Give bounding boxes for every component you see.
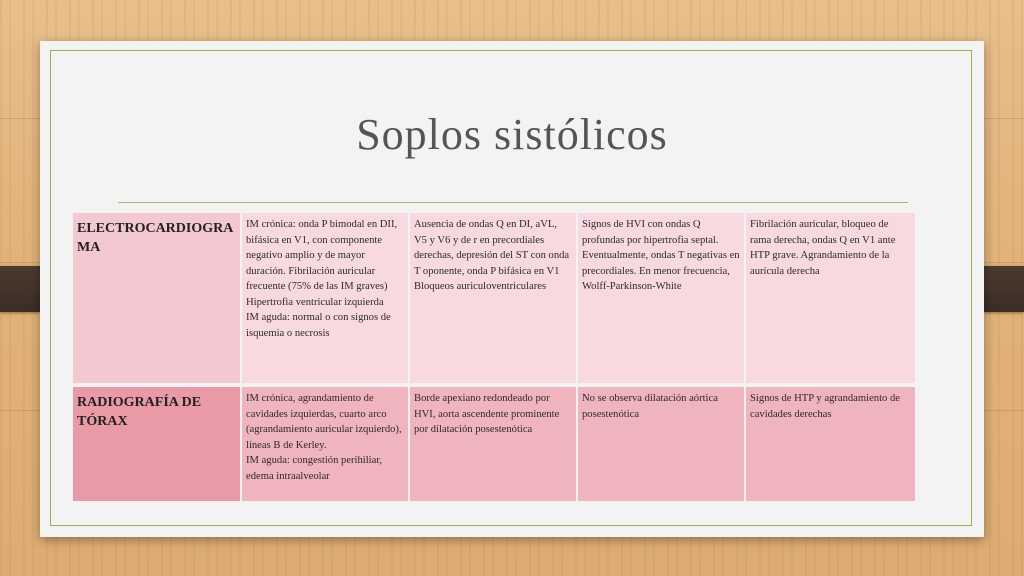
table-cell (241, 387, 409, 501)
cell-text: Fibrilación auricular, bloqueo de rama derecha, ondas Q en V1 ante HTP grave. Agrandamiento de la aurícula derecha (750, 219, 896, 277)
cell-text: Borde apexiano redondeado por HVI, aorta ascendente prominente por dilatación posestenótica (414, 393, 560, 435)
slide (40, 41, 984, 537)
right-binder-clip (984, 266, 1024, 312)
slide-title: Soplos sistólicos (356, 110, 668, 159)
table-cell (577, 213, 745, 383)
cell-text: No se observa dilatación aórtica posestenótica (582, 393, 718, 420)
table-cell (745, 213, 915, 383)
row-header-ecg (73, 213, 241, 383)
left-binder-clip (0, 266, 40, 312)
table-cell (409, 213, 577, 383)
title-divider (118, 202, 908, 203)
comparison-table (73, 213, 915, 501)
table-row (73, 387, 915, 501)
row-header-label: RADIOGRAFÍA DE TÓRAX (77, 395, 202, 429)
cell-text: Signos de HVI con ondas Q profundas por hipertrofia septal. Eventualmente, ondas T negativas en precordiales. En menor frecuencia, Wolff-Parkinson-White (582, 219, 740, 292)
table-cell (409, 387, 577, 501)
cell-text: IM crónica: onda P bimodal en DII, bifásica en V1, con componente negativo amplio y de mayor duración. Fibrilación auricular frecuente (75% de las IM graves) Hipertrofia ventricular izquierda IM aguda: normal o con signos de isquemia o necrosis (246, 219, 398, 339)
table-row (73, 213, 915, 383)
cell-text: IM crónica, agrandamiento de cavidades izquierdas, cuarto arco (agrandamiento auricular izquierdo), líneas B de Kerley. IM aguda: congestión perihiliar, edema intraalveolar (246, 393, 402, 482)
cell-text: Ausencia de ondas Q en DI, aVL, V5 y V6 y de r en precordiales derechas, depresión del ST con onda T oponente, onda P bifásica en V1 Bloqueos auriculoventriculares (414, 219, 570, 292)
table-cell (745, 387, 915, 501)
row-header-label: ELECTROCARDIOGRAMA (77, 221, 234, 255)
cell-text: Signos de HTP y agrandamiento de cavidades derechas (750, 393, 900, 420)
row-header-xray (73, 387, 241, 501)
table-cell (577, 387, 745, 501)
table-cell (241, 213, 409, 383)
